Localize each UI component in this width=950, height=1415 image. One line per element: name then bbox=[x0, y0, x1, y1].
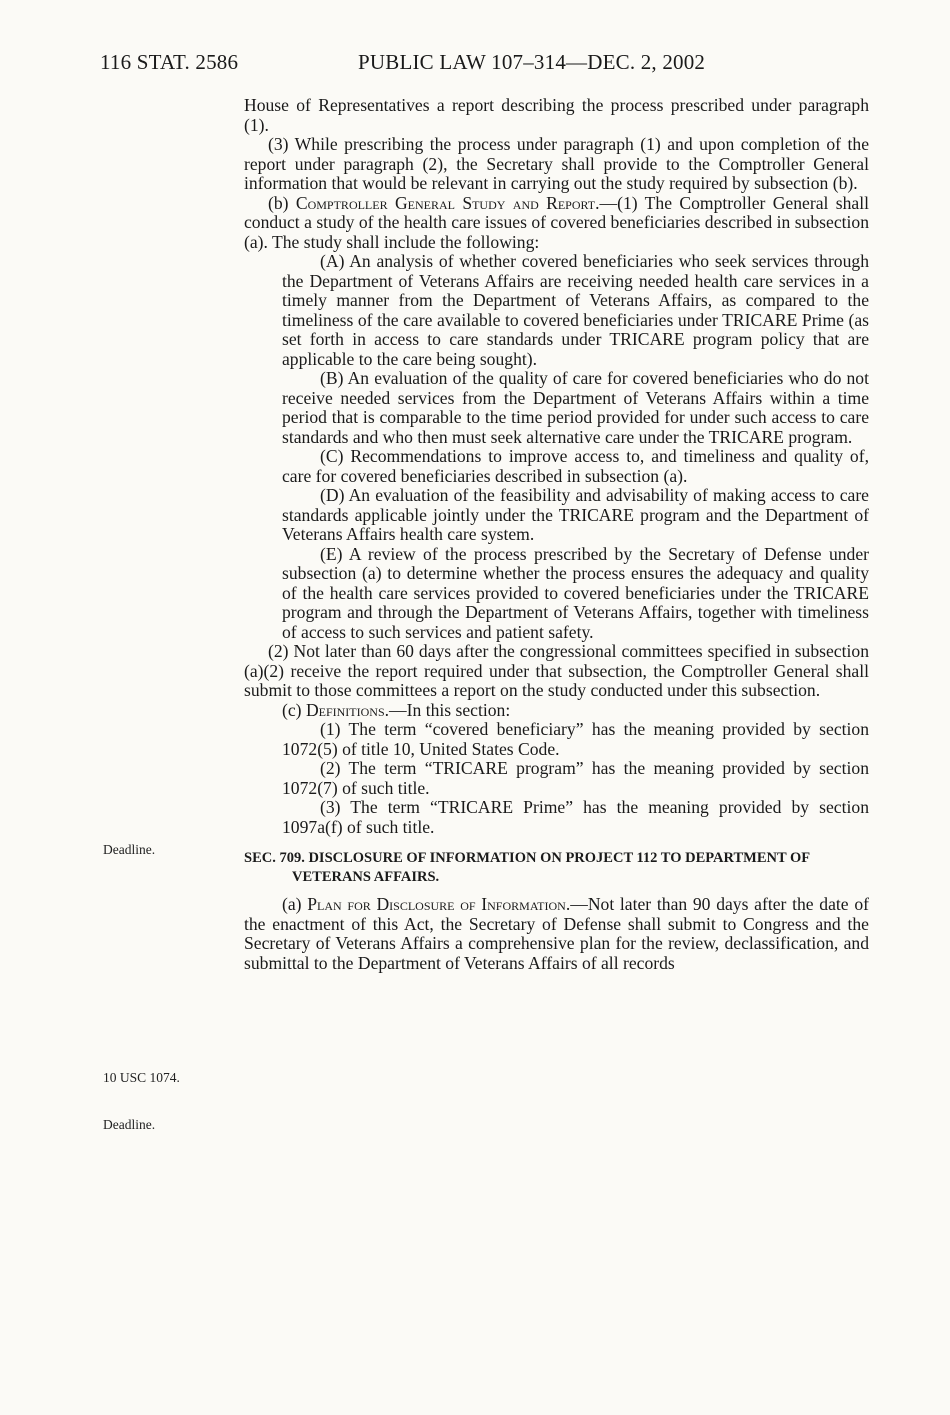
definition-3: (3) The term “TRICARE Prime” has the meaning provided by section 1097a(f) of such title. bbox=[282, 797, 869, 837]
subsection-heading: Plan for Disclosure of Information. bbox=[307, 894, 571, 914]
definition-2: (2) The term “TRICARE program” has the meaning provided by section 1072(7) of such title. bbox=[282, 758, 869, 798]
subsection-text: —In this section: bbox=[389, 699, 511, 720]
paragraph: House of Representatives a report describing the process prescribed under paragraph (1). bbox=[244, 95, 869, 135]
paragraph: (2) Not later than 60 days after the congressional committees specified in subsection (a)(2) receive the report required under that subsection, the Comptroller General shall submit to those committees a report on the study conducted under this subsection. bbox=[244, 641, 869, 700]
item-c: (C) Recommendations to improve access to, and timeliness and quality of, care for covered beneficiaries described in subsection (a). bbox=[282, 446, 869, 486]
subsection-a bbox=[244, 895, 869, 973]
subsection-prefix: (b) bbox=[268, 192, 296, 213]
subsection-text: —(1) The Comptroller General shall conduct a study of the health care issues of covered beneficiaries described in subsection (a). The study shall include the following: bbox=[244, 192, 869, 252]
subsection-b bbox=[244, 194, 869, 253]
margin-note-deadline: Deadline. bbox=[103, 1117, 156, 1132]
subsection-c bbox=[244, 701, 869, 721]
item-d: (D) An evaluation of the feasibility and advisability of making access to care standards applicable jointly under the TRICARE program and the Department of Veterans Affairs health care system. bbox=[282, 485, 869, 544]
item-b: (B) An evaluation of the quality of care for covered beneficiaries who do not receive needed services from the Department of Veterans Affairs within a time period that is comparable to the time period provided for under such access to care standards and who then must seek alternative care under the TRICARE program. bbox=[282, 368, 869, 447]
paragraph: (3) While prescribing the process under paragraph (1) and upon completion of the report under paragraph (2), the Secretary shall provide to the Comptroller General information that would be relevant in carrying out the study required by subsection (b). bbox=[244, 134, 869, 193]
margin-note-usc: 10 USC 1074. bbox=[103, 1070, 180, 1085]
item-a: (A) An analysis of whether covered beneficiaries who seek services through the Department of Veterans Affairs are receiving needed health care services in a timely manner from the Department of Veterans Affairs, as compared to the timeliness of the care available to covered beneficiaries under TRICARE Prime (as set forth in access to care standards under TRICARE program policy that are applicable to the care being sought). bbox=[282, 251, 869, 369]
subsection-prefix: (c) bbox=[282, 699, 306, 720]
section-heading: SEC. 709. DISCLOSURE OF INFORMATION ON PROJECT 112 TO DEPARTMENT OF VETERANS AFFAIRS. bbox=[244, 850, 810, 885]
subsection-heading: Definitions. bbox=[305, 699, 390, 720]
item-e: (E) A review of the process prescribed by the Secretary of Defense under subsection (a) to determine whether the process ensures the adequacy and quality of the health care services provided to covered beneficiaries under the TRICARE program and through the Department of Veterans Affairs, together with timeliness of access to such services and patient safety. bbox=[282, 543, 869, 642]
margin-note-deadline: Deadline. bbox=[103, 842, 156, 857]
subsection-heading: Comptroller General Study and Report. bbox=[295, 192, 600, 213]
public-law-citation: PUBLIC LAW 107–314—DEC. 2, 2002 bbox=[358, 50, 706, 74]
subsection-prefix: (a) bbox=[282, 894, 308, 914]
body-text bbox=[244, 96, 869, 973]
definition-1: (1) The term “covered beneficiary” has the meaning provided by section 1072(5) of title 10, United States Code. bbox=[282, 719, 869, 759]
subsection-text: —Not later than 90 days after the date of the enactment of this Act, the Secretary of Defense shall submit to Congress and the Secretary of Veterans Affairs a comprehensive plan for the review, declassification, and submittal to the Department of Veterans Affairs of all records bbox=[244, 894, 869, 973]
statute-page-number: 116 STAT. 2586 bbox=[100, 50, 239, 74]
